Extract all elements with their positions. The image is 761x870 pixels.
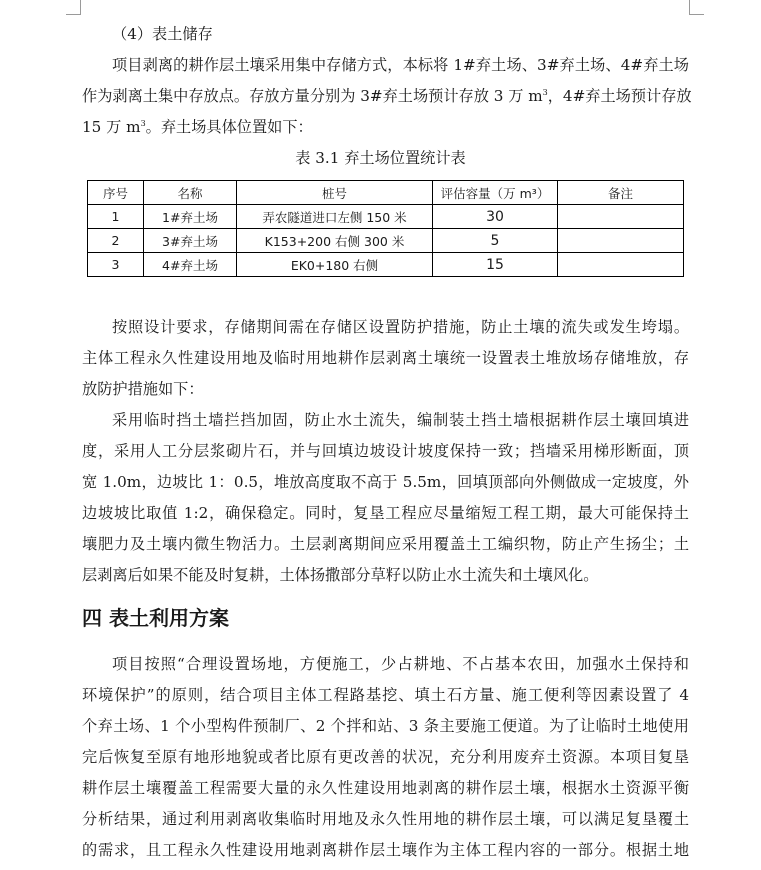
paragraph-line: 主体工程永久性建设用地及临时用地耕作层剥离土壤统一设置表土堆放场存储堆放，存 bbox=[82, 349, 689, 367]
paragraph-line: 边坡坡比取值 1:2，确保稳定。同时，复垦工程应尽量缩短工程工期，最大可能保持土 bbox=[82, 504, 689, 522]
section-subtitle: （4）表土储存 bbox=[112, 25, 213, 43]
paragraph-line: 项目剥离的耕作层土壤采用集中存储方式，本标将 1#弃土场、3#弃土场、4#弃土场 bbox=[112, 56, 689, 74]
cell-capacity: 5 bbox=[433, 229, 558, 253]
crop-mark-top-left bbox=[66, 0, 81, 15]
section-heading: 四 表土利用方案 bbox=[82, 606, 229, 630]
cell-name: 4#弃土场 bbox=[144, 253, 237, 277]
paragraph-line: 完后恢复至原有地形地貌或者比原有更改善的状况，充分利用废弃土资源。本项目复垦 bbox=[82, 748, 689, 766]
header-remark: 备注 bbox=[558, 181, 684, 205]
cell-capacity: 15 bbox=[433, 253, 558, 277]
header-station: 桩号 bbox=[237, 181, 433, 205]
paragraph-line: 分析结果，通过利用剥离收集临时用地及永久性用地的耕作层土壤，可以满足复垦覆土 bbox=[82, 810, 689, 828]
paragraph-line: 15 万 $m^3$。弃土场具体位置如下： bbox=[82, 118, 313, 136]
paragraph-line: 环境保护”的原则，结合项目主体工程路基挖、填土石方量、施工便利等因素设置了 4 bbox=[82, 686, 689, 704]
table-header-row bbox=[88, 181, 684, 205]
cell-index: 1 bbox=[88, 205, 144, 229]
paragraph-line: 层剥离后如果不能及时复耕，土体扬撒部分草籽以防止水土流失和土壤风化。 bbox=[82, 566, 599, 584]
cell-capacity: 30 bbox=[433, 205, 558, 229]
section-subtitle-block bbox=[82, 19, 692, 143]
paragraph-line: 项目按照“合理设置场地，方便施工，少占耕地、不占基本农田，加强水土保持和 bbox=[112, 655, 689, 673]
paragraph-line: 放防护措施如下： bbox=[82, 380, 204, 398]
paragraph-line: 个弃土场、1 个小型构件预制厂、2 个拌和站、3 条主要施工便道。为了让临时土地使用 bbox=[82, 717, 689, 735]
cell-remark bbox=[558, 205, 684, 229]
header-index: 序号 bbox=[88, 181, 144, 205]
paragraph-line: 宽 1.0m，边坡比 1：0.5，堆放高度取不高于 5.5m，回填顶部向外侧做成一定坡度，外 bbox=[82, 473, 689, 491]
cell-name: 1#弃土场 bbox=[144, 205, 237, 229]
header-capacity: 评估容量（万 m³） bbox=[433, 181, 558, 205]
cell-station: EK0+180 右侧 bbox=[237, 253, 433, 277]
paragraph-topsoil-utilization bbox=[82, 649, 689, 866]
cell-index: 3 bbox=[88, 253, 144, 277]
paragraph-protection-measures bbox=[82, 405, 689, 591]
paragraph-line: 耕作层土壤覆盖工程需要大量的永久性建设用地剥离的耕作层土壤，根据水土资源平衡 bbox=[82, 779, 689, 797]
paragraph-line: 作为剥离土集中存放点。存放方量分别为 3#弃土场预计存放 3 万 $m^3$，4#弃土场预计存放 bbox=[82, 87, 692, 105]
paragraph-line: 度，采用人工分层浆砌片石，并与回填边坡设计坡度保持一致；挡墙采用梯形断面，顶 bbox=[82, 442, 689, 460]
table-row bbox=[88, 253, 684, 277]
paragraph-line: 壤肥力及土壤内微生物活力。土层剥离期间应采用覆盖土工编织物，防止产生扬尘；土 bbox=[82, 535, 689, 553]
table-row bbox=[88, 229, 684, 253]
cell-station: K153+200 右侧 300 米 bbox=[237, 229, 433, 253]
paragraph-storage-requirements bbox=[82, 312, 689, 405]
cell-remark bbox=[558, 229, 684, 253]
cell-name: 3#弃土场 bbox=[144, 229, 237, 253]
cell-remark bbox=[558, 253, 684, 277]
paragraph-line: 的需求，且工程永久性建设用地剥离耕作层土壤作为主体工程内容的一部分。根据土地 bbox=[82, 841, 689, 859]
paragraph-line: 采用临时挡土墙拦挡加固，防止水土流失，编制装土挡土墙根据耕作层土壤回填进 bbox=[112, 411, 689, 429]
table-row bbox=[88, 205, 684, 229]
cell-station: 弄农隧道进口左侧 150 米 bbox=[237, 205, 433, 229]
crop-mark-top-right bbox=[689, 0, 704, 15]
cell-index: 2 bbox=[88, 229, 144, 253]
table-caption: 表 3.1 弃土场位置统计表 bbox=[295, 149, 466, 167]
spoil-site-table bbox=[87, 180, 684, 277]
header-name: 名称 bbox=[144, 181, 237, 205]
paragraph-line: 按照设计要求，存储期间需在存储区设置防护措施，防止土壤的流失或发生垮塌。 bbox=[112, 318, 689, 336]
